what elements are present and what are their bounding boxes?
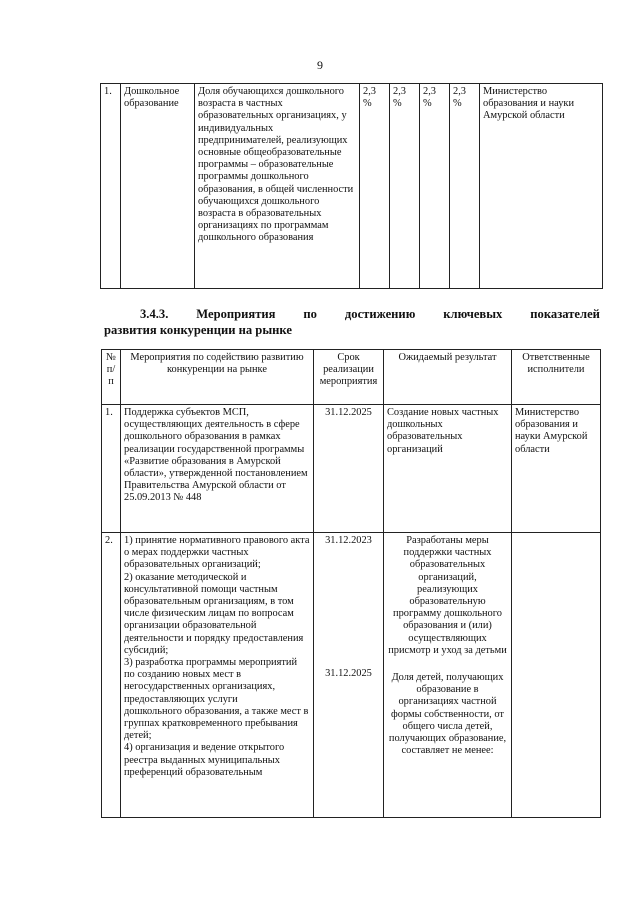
indicator-value: 2,3 % [420, 84, 450, 289]
expected-result: Разработаны меры поддержки частных образовательных организаций, реализующих образовательную программу дошкольного образования и (или) осуществляющих присмотр и уход за детьми [388, 535, 507, 656]
indicator-name: Доля обучающихся дошкольного возраста в частных образовательных организациях, у индивидуальных предпринимателей, реализующих основные общеобразовательные программы – образовательные программы дошкольного образования, в общей численности обучающихся дошкольного возраста в образовательных организациях по программам дошкольного образования [195, 84, 360, 289]
responsible-body: Министерство образования и науки Амурской области [480, 84, 603, 289]
indicator-value: 2,3 % [450, 84, 480, 289]
row-number: 1. [102, 405, 121, 533]
header-responsible: Ответственные исполнители [512, 350, 601, 405]
deadline: 31.12.2025 [314, 405, 384, 533]
row-number: 1. [101, 84, 121, 289]
table-row [102, 405, 601, 533]
deadline: 31.12.2023 [325, 535, 372, 546]
measures-table [101, 349, 601, 818]
table-row [102, 533, 601, 818]
header-result: Ожидаемый результат [384, 350, 512, 405]
heading-word: Мероприятия [196, 307, 276, 321]
table-header-row [102, 350, 601, 405]
table-row [101, 84, 603, 289]
deadline: 31.12.2025 [325, 668, 372, 680]
expected-result: Доля детей, получающих образование в организациях частной формы собственности, от общего числа детей, получающих образование, составляет не менее: [388, 672, 507, 757]
market-name: Дошкольное образование [121, 84, 195, 289]
indicator-table [100, 83, 603, 289]
responsible-body [512, 533, 601, 818]
expected-result-cell [384, 533, 512, 818]
heading-word: по [303, 307, 317, 321]
deadline-cell [314, 533, 384, 818]
page-number: 9 [317, 58, 323, 72]
section-heading [104, 306, 600, 338]
indicator-value: 2,3 % [390, 84, 420, 289]
responsible-body: Министерство образования и науки Амурской области [512, 405, 601, 533]
indicator-value: 2,3 % [360, 84, 390, 289]
header-num: № п/п [102, 350, 121, 405]
header-measures: Мероприятия по содействию развитию конкуренции на рынке [121, 350, 314, 405]
row-number: 2. [102, 533, 121, 818]
heading-word: достижению [344, 307, 416, 321]
section-number: 3.4.3. [140, 307, 169, 321]
heading-word: ключевых [443, 307, 503, 321]
measure-text: 1) принятие нормативного правового акта о мерах поддержки частных образовательных организаций; 2) оказание методической и консультативной помощи частным образовательным организациям, в том числе физическим лицам по вопросам организации образовательной деятельности и порядку предоставления субсидий; 3) разработка программы мероприятий по созданию новых мест в негосударственных организациях, предоставляющих услуги дошкольного образования, а также мест в группах кратковременного пребывания детей; 4) организация и ведение открытого реестра выданных муниципальных преференций образовательным [121, 533, 314, 818]
measure-text: Поддержка субъектов МСП, осуществляющих деятельность в сфере дошкольного образования в рамках реализации государственной программы «Развитие образования в Амурской области», утвержденной постановлением Правительства Амурской области от 25.09.2013 № 448 [121, 405, 314, 533]
heading-word: показателей [530, 307, 600, 321]
expected-result: Создание новых частных дошкольных образовательных организаций [384, 405, 512, 533]
section-heading-line2: развития конкуренции на рынке [104, 323, 292, 337]
header-deadline: Срок реализации мероприятия [314, 350, 384, 405]
